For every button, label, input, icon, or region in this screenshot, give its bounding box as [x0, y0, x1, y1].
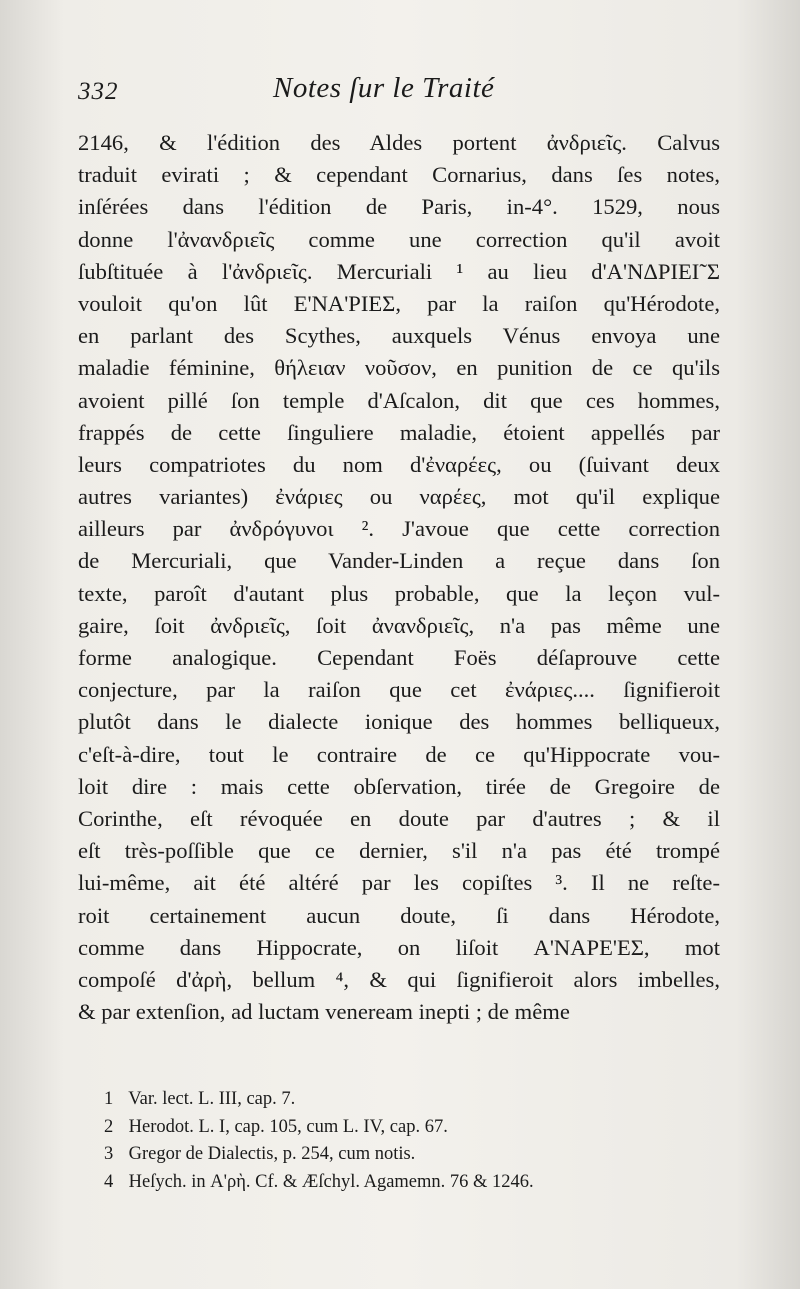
text-line: de Mercuriali, que Vander-Linden a reçue dans ſon [78, 548, 720, 574]
footnote-text: Gregor de Dialectis, p. 254, cum notis. [128, 1144, 416, 1164]
footnote-text: Herodot. L. I, cap. 105, cum L. IV, cap. 67. [128, 1116, 448, 1137]
text-line: loit dire : mais cette obſervation, tirée de Gregoire de [78, 773, 720, 799]
text-line: autres variantes) ἐνάριες ou ναρέες, mot qu'il explique [78, 484, 720, 510]
footnote [104, 1114, 704, 1142]
text-line: frappés de cette ſinguliere maladie, étoient appellés par [78, 419, 720, 445]
footnote-number: 2 [104, 1116, 114, 1137]
text-line: 2146, & l'édition des Aldes portent ἀνδριεῖς. Calvus [78, 130, 720, 155]
footnote-text: Var. lect. L. III, cap. 7. [128, 1089, 296, 1109]
text-line: ailleurs par ἀνδρόγυνοι ². J'avoue que cette correction [78, 516, 720, 542]
footnote [104, 1169, 704, 1197]
footnote-number: 4 [104, 1171, 114, 1192]
text-line: forme analogique. Cependant Foës déſaprouve cette [78, 645, 720, 670]
text-line: c'eſt-à-dire, tout le contraire de ce qu'Hippocrate vou- [78, 741, 720, 767]
text-line: traduit evirati ; & cependant Cornarius, dans ſes notes, [78, 162, 720, 188]
text-line: en parlant des Scythes, auxquels Vénus envoya une [78, 323, 720, 349]
running-title: Notes ſur le Traité [273, 72, 495, 104]
text-line: ſubſtituée à l'ἀνδριεῖς. Mercuriali ¹ au lieu d'Α'ΝΔΡΙΕΙ˜Σ [78, 258, 720, 284]
footnote [104, 1141, 704, 1169]
text-line: comme dans Hippocrate, on liſoit Α'ΝΑΡΕ'ΕΣ, mot [78, 934, 720, 960]
text-line: maladie féminine, θήλειαν νοῦσον, en punition de ce qu'ils [78, 355, 720, 381]
text-line: lui-même, ait été altéré par les copiſtes ³. Il ne reſte- [78, 870, 720, 896]
page-number: 332 [78, 78, 119, 105]
text-line: gaire, ſoit ἀνδριεῖς, ſoit ἀνανδριεῖς, n'a pas même une [78, 612, 720, 638]
text-line: texte, paroît d'autant plus probable, que la leçon vul- [78, 580, 720, 606]
text-line: donne l'ἀνανδριεῖς comme une correction qu'il avoit [78, 226, 720, 252]
text-line: plutôt dans le dialecte ionique des hommes belliqueux, [78, 709, 720, 735]
text-line: compoſé d'ἀρὴ, bellum ⁴, & qui ſignifieroit alors imbelles, [78, 966, 720, 992]
footnote [104, 1086, 704, 1114]
footnote-number: 1 [104, 1089, 114, 1109]
footnote-text: Heſych. in Α'ρὴ. Cf. & Æſchyl. Agamemn. 76 & 1246. [128, 1171, 534, 1192]
text-line: vouloit qu'on lût Ε'ΝΑ'ΡΙΕΣ, par la raiſon qu'Hérodote, [78, 290, 720, 316]
body-text [78, 127, 720, 1028]
text-line: roit certainement aucun doute, ſi dans Hérodote, [78, 902, 720, 928]
footnotes [104, 1086, 704, 1196]
page-header [78, 72, 718, 112]
text-line: Corinthe, eſt révoquée en doute par d'autres ; & il [78, 805, 720, 831]
text-line: conjecture, par la raiſon que cet ἐνάριες.... ſignifieroit [78, 677, 720, 703]
footnote-number: 3 [104, 1144, 114, 1164]
text-line: inſérées dans l'édition de Paris, in-4°. 1529, nous [78, 194, 720, 220]
text-line: & par extenſion, ad luctam veneream inepti ; de même [78, 999, 570, 1025]
text-line: eſt très-poſſible que ce dernier, s'il n'a pas été trompé [78, 838, 720, 864]
text-line: leurs compatriotes du nom d'ἐναρέες, ou (ſuivant deux [78, 451, 720, 477]
text-line: avoient pillé ſon temple d'Aſcalon, dit que ces hommes, [78, 387, 720, 413]
